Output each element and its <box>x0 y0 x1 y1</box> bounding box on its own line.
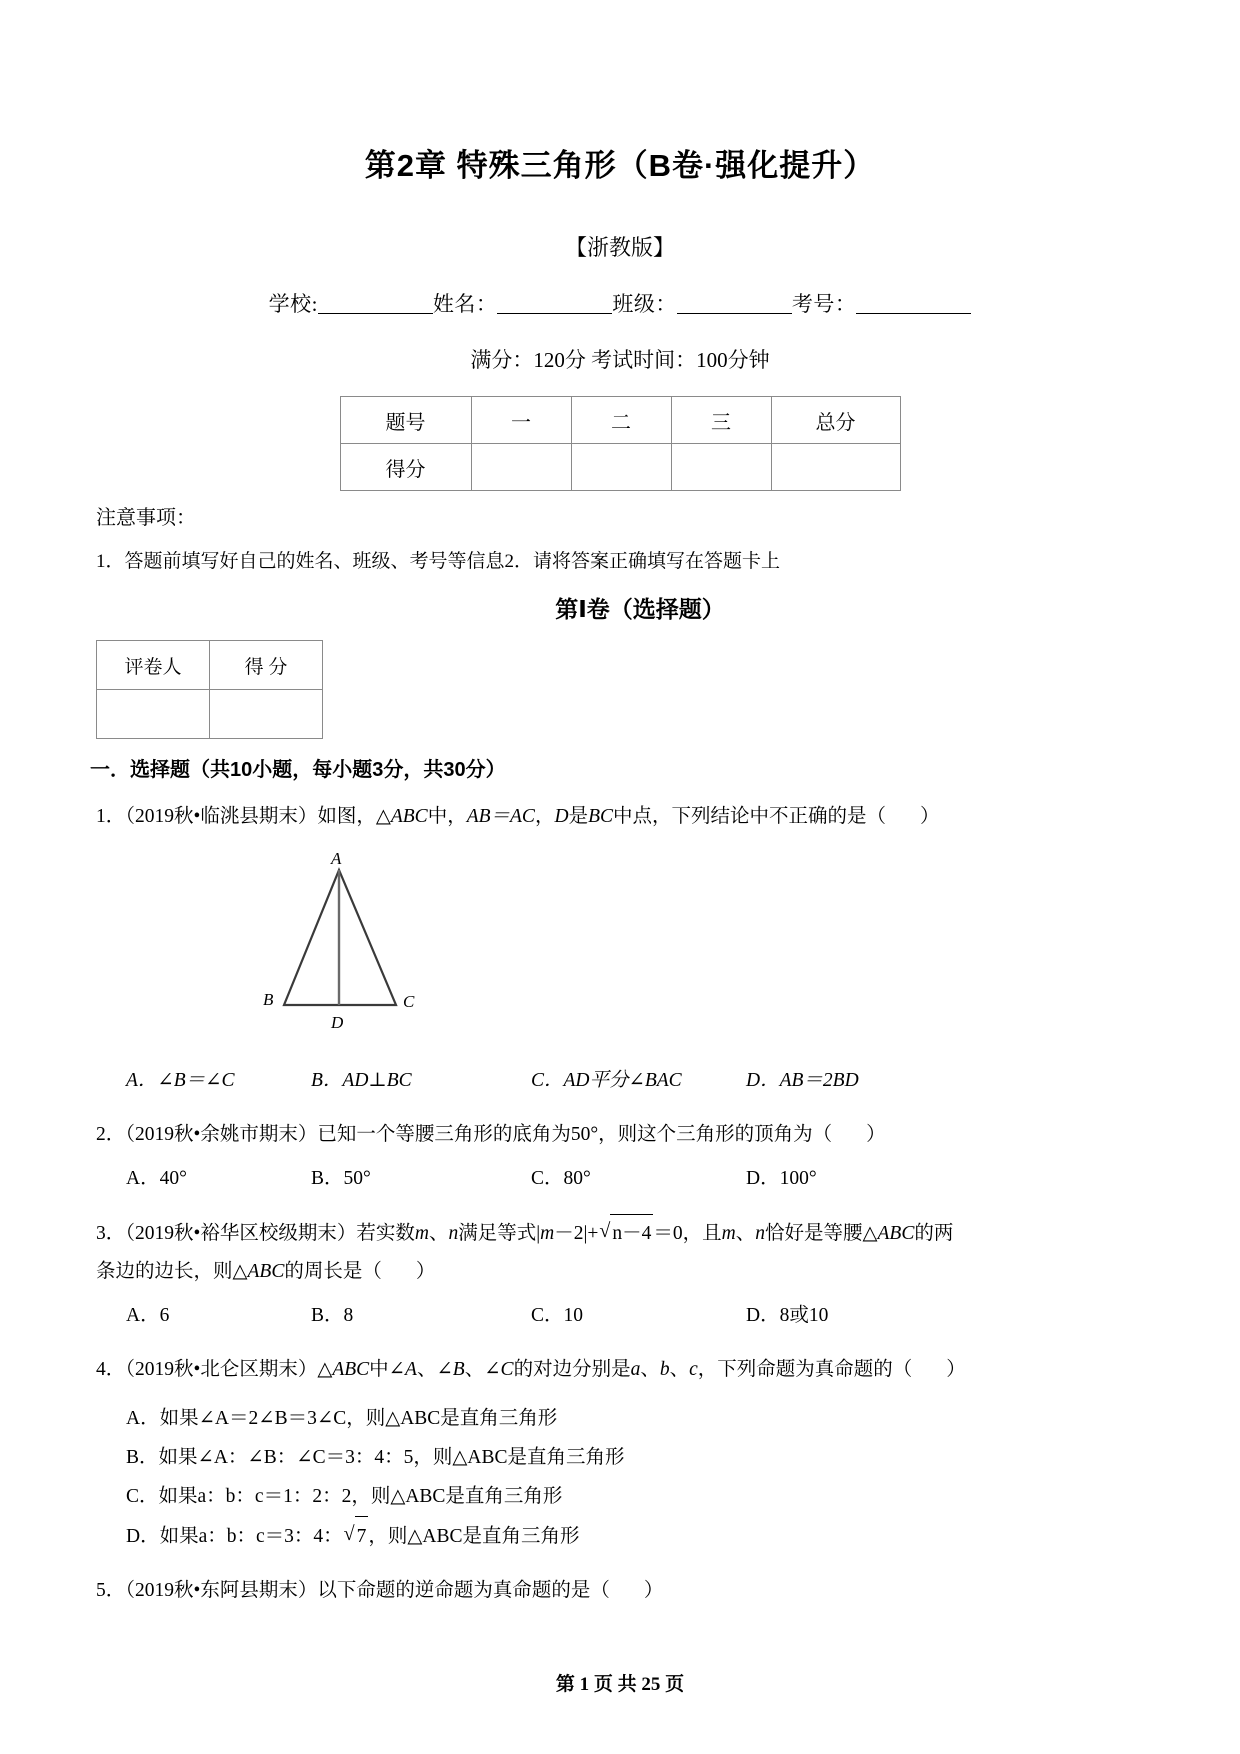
question-3-source: （2019秋•裕华区校级期末） <box>125 1223 357 1245</box>
question-3-var-n1: n <box>448 1223 459 1245</box>
grader-cell-person[interactable] <box>97 690 210 739</box>
question-3-line2-b: 的周长是（ <box>284 1261 382 1283</box>
question-2-stem <box>96 1116 1180 1154</box>
question-4-text-c: 、∠ <box>416 1359 453 1381</box>
question-1-figure <box>246 842 1180 1056</box>
question-4-side-b: b <box>659 1359 670 1381</box>
edition-label: 【浙教版】 <box>564 235 675 260</box>
question-1-triangle-abc: △ABC <box>375 806 428 827</box>
score-cell-3[interactable] <box>671 444 771 491</box>
question-2-options <box>126 1160 1180 1198</box>
question-1-source: （2019秋•临洮县期末） <box>125 806 318 827</box>
name-label: 姓名： <box>432 292 498 316</box>
question-2-option-d[interactable]: D．100° <box>746 1168 817 1190</box>
grader-cell-score[interactable] <box>210 690 323 739</box>
part-title: 第Ⅰ卷（选择题） <box>555 596 725 622</box>
score-table-wrap <box>0 396 1240 491</box>
question-4-text-h: ，下列命题为真命题的（ <box>697 1359 913 1381</box>
isosceles-triangle-diagram <box>246 842 446 1042</box>
question-4-source: （2019秋•北仑区期末） <box>125 1359 318 1381</box>
question-5-number: 5． <box>96 1580 126 1602</box>
question-1-option-a[interactable]: A．∠B＝∠C <box>126 1070 235 1092</box>
question-4-number: 4． <box>96 1359 126 1381</box>
question-2-text: 已知一个等腰三角形的底角为50°，则这个三角形的顶角为（ <box>317 1124 833 1146</box>
figure-label-a: A <box>331 849 342 869</box>
question-5-text: 以下命题的逆命题为真命题的是（ <box>317 1580 610 1602</box>
figure-label-c: C <box>403 992 415 1012</box>
question-4-options <box>126 1399 1180 1556</box>
question-4-option-b[interactable]: B．如果∠A：∠B：∠C＝3：4：5，则△ABC是直角三角形 <box>126 1447 625 1469</box>
question-3-stem-line2 <box>96 1253 1180 1291</box>
score-col-1: 一 <box>471 397 571 444</box>
question-1-option-d[interactable]: D．AB＝2BD <box>746 1070 859 1092</box>
question-2 <box>96 1116 1180 1198</box>
question-3-option-a[interactable]: A．6 <box>126 1305 170 1327</box>
question-3-option-d[interactable]: D．8或10 <box>746 1305 829 1327</box>
question-2-option-a[interactable]: A．40° <box>126 1168 187 1190</box>
page-footer: 第 1 页 共 25 页 <box>555 1674 685 1695</box>
question-1-ab-ac: AB＝AC <box>466 806 535 827</box>
question-4-stem <box>96 1351 1180 1389</box>
question-3-options <box>126 1297 1180 1335</box>
question-1-option-b[interactable]: B．AD⊥BC <box>311 1070 412 1092</box>
examno-blank[interactable] <box>856 313 971 314</box>
question-3-sep-2: 、 <box>735 1223 756 1245</box>
score-table <box>340 396 901 491</box>
score-row-label-2: 得分 <box>340 444 471 491</box>
question-5-source: （2019秋•东阿县期末） <box>125 1580 318 1602</box>
sqrt-icon <box>599 1214 653 1253</box>
score-cell-total[interactable] <box>771 444 900 491</box>
question-4-text-f: 、 <box>640 1359 660 1381</box>
question-3-radicand: n－4 <box>610 1214 653 1253</box>
question-4-option-c[interactable]: C．如果a：b：c＝1：2：2，则△ABC是直角三角形 <box>126 1486 563 1508</box>
question-3-var-m1: m <box>414 1223 429 1245</box>
table-row <box>340 397 900 444</box>
notes-body: 1．答题前填写好自己的姓名、班级、考号等信息2．请将答案正确填写在答题卡上 <box>96 551 781 572</box>
notes-title: 注意事项： <box>96 507 196 529</box>
question-4-side-a: a <box>630 1359 641 1381</box>
question-3-text-minus: －2|+ <box>554 1223 599 1245</box>
question-1-text-e: ， <box>534 806 555 827</box>
sqrt-icon <box>344 1516 369 1556</box>
score-col-3: 三 <box>671 397 771 444</box>
page-title: 第2章 特殊三角形（B卷·强化提升） <box>364 148 876 183</box>
question-4-text-i: ） <box>946 1359 966 1381</box>
question-1 <box>96 798 1180 1100</box>
grader-header-score: 得 分 <box>210 641 323 690</box>
question-3-option-c[interactable]: C．10 <box>531 1305 584 1327</box>
table-row <box>340 444 900 491</box>
question-4-option-a[interactable]: A．如果∠A＝2∠B＝3∠C，则△ABC是直角三角形 <box>126 1408 558 1430</box>
question-4-text-d: 、∠ <box>464 1359 501 1381</box>
figure-label-d: D <box>331 1013 344 1033</box>
grader-table-wrap <box>96 640 1240 739</box>
question-5-stem <box>96 1572 1180 1610</box>
exam-info: 满分：120分 考试时间：100分钟 <box>470 348 770 372</box>
score-cell-1[interactable] <box>471 444 571 491</box>
question-3-var-n2: n <box>755 1223 766 1245</box>
question-4-text-g: 、 <box>669 1359 690 1381</box>
examno-label: 考号： <box>791 292 857 316</box>
question-1-text-c: 中， <box>427 806 467 827</box>
question-2-text-end: ） <box>866 1124 886 1146</box>
question-5 <box>96 1572 1180 1610</box>
question-4 <box>96 1351 1180 1556</box>
question-3-abc-1: ABC <box>877 1223 915 1245</box>
class-label: 班级： <box>612 292 677 316</box>
question-2-option-c[interactable]: C．80° <box>531 1168 591 1190</box>
question-4-angle-c: C <box>500 1359 514 1381</box>
question-3-option-b[interactable]: B．8 <box>311 1305 354 1327</box>
question-1-text-j: ） <box>920 806 940 827</box>
question-3-text-tail: 的两 <box>914 1223 954 1245</box>
question-1-stem <box>96 798 1180 836</box>
question-2-option-b[interactable]: B．50° <box>311 1168 371 1190</box>
score-col-2: 二 <box>571 397 671 444</box>
question-3-text-mid: 满足等式| <box>458 1223 541 1245</box>
question-4-option-d-tail: ，则△ABC是直角三角形 <box>368 1526 580 1548</box>
school-blank[interactable] <box>318 313 433 314</box>
question-4-angle-b: B <box>452 1359 465 1381</box>
question-3-text-pre: 若实数 <box>356 1223 415 1245</box>
grader-header-person: 评卷人 <box>97 641 210 690</box>
grader-table <box>96 640 323 739</box>
question-3-text-post: 恰好是等腰△ <box>765 1223 878 1245</box>
question-5-text-end: ） <box>643 1580 664 1602</box>
question-4-option-d[interactable] <box>126 1516 1180 1556</box>
class-blank[interactable] <box>677 313 792 314</box>
question-3-stem <box>96 1214 1180 1253</box>
table-row <box>97 690 323 739</box>
score-col-total: 总分 <box>771 397 900 444</box>
question-4-option-d-head: D．如果a：b：c＝3：4： <box>126 1526 343 1548</box>
question-3-number: 3． <box>96 1223 126 1245</box>
question-3 <box>96 1214 1180 1335</box>
name-blank[interactable] <box>497 313 612 314</box>
question-1-text-a: 如图， <box>317 806 376 827</box>
question-3-var-m2: m <box>540 1223 555 1245</box>
question-3-line2-c: ） <box>415 1261 436 1283</box>
question-4-triangle-abc: △ABC <box>317 1359 370 1381</box>
score-cell-2[interactable] <box>571 444 671 491</box>
question-4-option-d-radicand: 7 <box>355 1516 369 1556</box>
question-1-options <box>126 1062 1180 1100</box>
question-1-seg-bc: BC <box>588 806 613 827</box>
question-2-source: （2019秋•余姚市期末） <box>125 1124 318 1146</box>
question-3-text-eq: ＝0，且 <box>653 1223 722 1245</box>
question-3-var-m3: m <box>721 1223 736 1245</box>
figure-label-b: B <box>263 990 274 1010</box>
question-3-sep-1: 、 <box>428 1223 449 1245</box>
question-3-abc-2: ABC <box>247 1261 285 1283</box>
question-1-text-i: 中点，下列结论中不正确的是（ <box>613 806 887 827</box>
question-3-line2-a: 条边的边长，则△ <box>96 1261 248 1283</box>
question-4-side-c: c <box>689 1359 698 1381</box>
school-label: 学校: <box>268 292 318 316</box>
question-1-text-g: 是 <box>568 806 589 827</box>
question-4-angle-a: A <box>405 1359 417 1381</box>
question-1-option-c[interactable]: C．AD平分∠BAC <box>531 1070 682 1092</box>
question-2-number: 2． <box>96 1124 126 1146</box>
question-4-text-e: 的对边分别是 <box>513 1359 631 1381</box>
table-row <box>97 641 323 690</box>
question-4-text-b: 中∠ <box>369 1359 406 1381</box>
question-1-point-d: D <box>554 806 569 827</box>
score-row-label: 题号 <box>340 397 471 444</box>
student-id-line <box>0 288 1240 318</box>
question-1-number: 1． <box>96 806 126 827</box>
section-heading: 一．选择题（共10小题，每小题3分，共30分） <box>90 759 506 781</box>
